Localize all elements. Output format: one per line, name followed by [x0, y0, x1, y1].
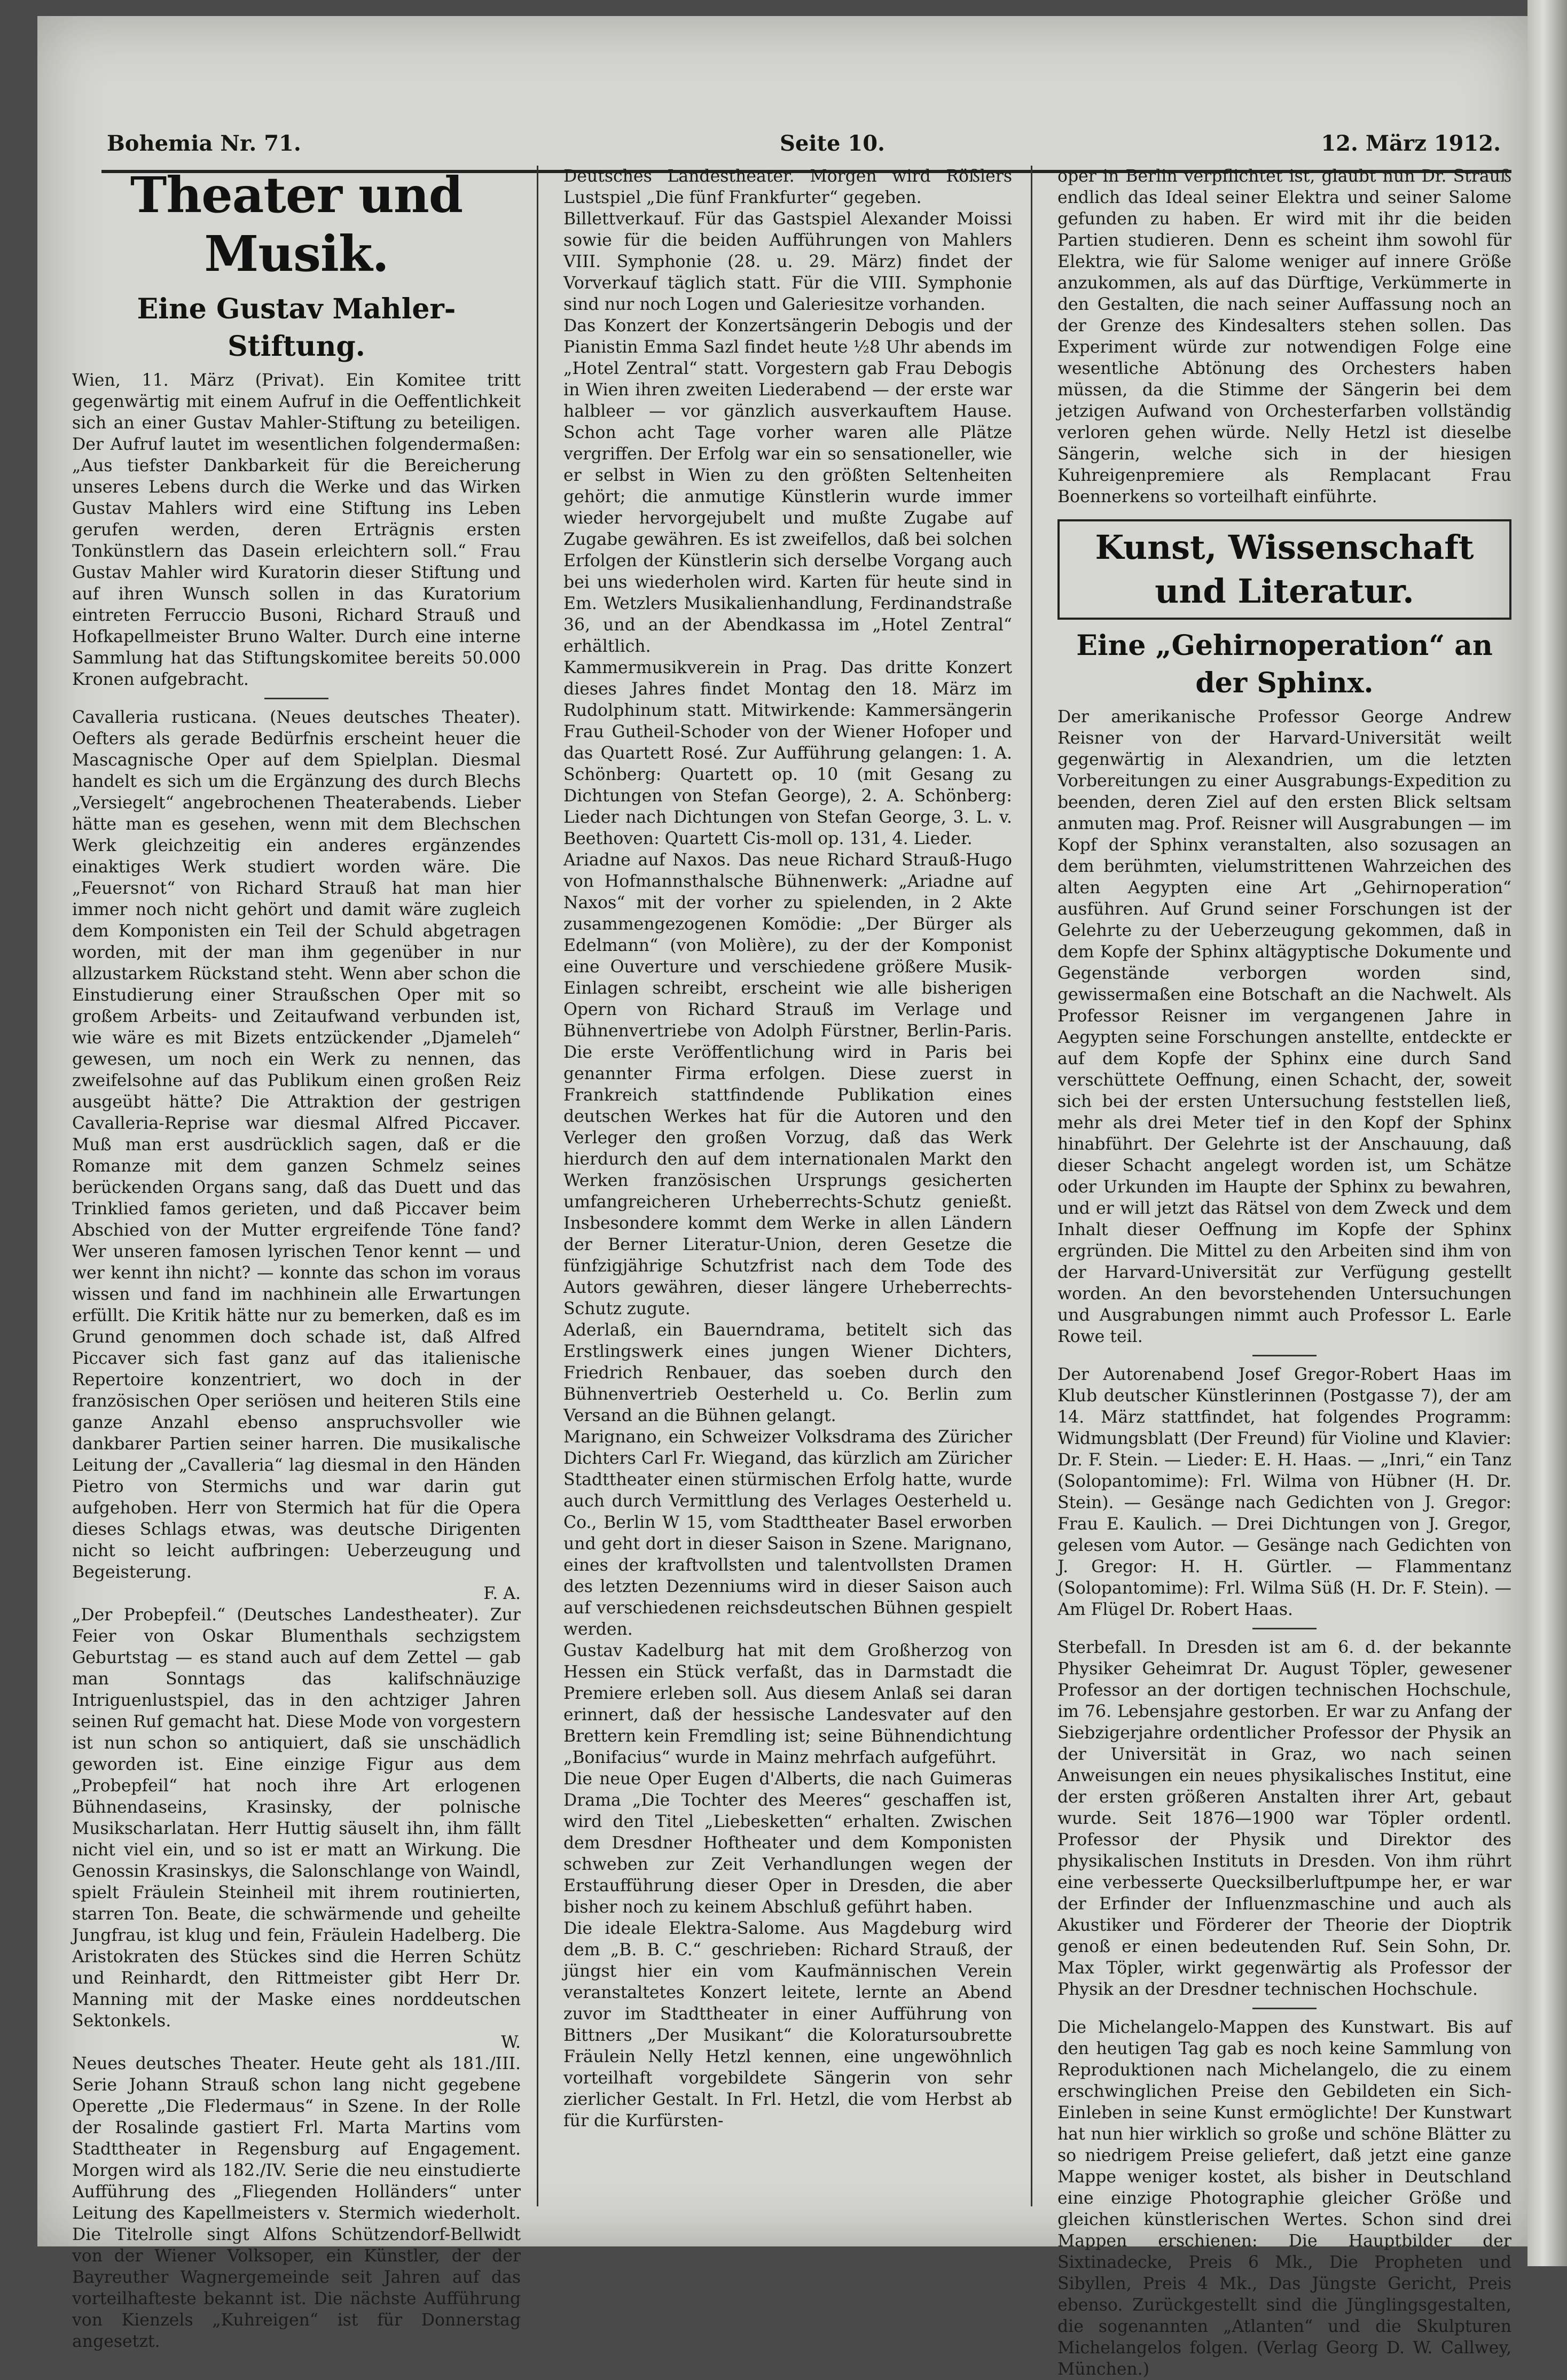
notice-marignano: Marignano, ein Schweizer Volksdrama des Züricher Dichters Carl Fr. Wiegand, das kürzlich am Züricher Stadttheater einen stürmischen Erfolg hatte, wurde auch durch Vermittlung des Verlages Oesterheld u. Co., Berlin W 15, vom Stadttheater Basel erworben und geht dort in dieser Saison in Szene. Marignano, eines der kraftvollsten und talentvollsten Dramen des letzten Dezenniums wird in dieser Saison auch auf verschiedenen reichsdeutschen Bühnen gespielt werden. — [563, 1427, 1012, 1639]
notice-kammermusikverein: Kammermusikverein in Prag. Das dritte Konzert dieses Jahres findet Montag den 18. März im Rudolphinum statt. Mitwirkende: Kammersängerin Frau Gutheil-Schoder von der Wiener Hofoper und das Quartett Rosé. Zur Aufführung gelangen: 1. A. Schönberg: Quartett op. 10 (mit Gesang zu Dichtungen von Stefan George), 2. A. Schönberg: Lieder nach Dichtungen von Stefan George, 3. L. v. Beethoven: Quartett Cis-moll op. 131, 4. Lieder. — [563, 658, 1012, 848]
article-title-sphinx: Eine „Gehirnoperation“ an der Sphinx. — [1076, 629, 1493, 699]
separator — [1252, 2008, 1317, 2009]
notice-kadelburg: Gustav Kadelburg hat mit dem Großherzog von Hessen ein Stück verfaßt, das in Darmstadt die Premiere erleben soll. Aus diesem Anlaß sei daran erinnert, daß der hessische Landesvater auf den Brettern kein Fremdling ist; seine Bühnendichtung „Bonifacius“ wurde in Mainz mehrfach aufgeführt. — [563, 1641, 1012, 1767]
section-title-theater: Theater und Musik. — [130, 166, 463, 283]
section-title-kunst: Kunst, Wissenschaft und Literatur. — [1057, 519, 1511, 620]
notice-konzert-debogis: Das Konzert der Konzertsängerin Debogis und der Pianistin Emma Sazl findet heute ½8 Uhr abends im „Hotel Zentral“ statt. Vorgestern gab Frau Debogis in Wien ihren zweiten Liederabend — der erste war halbleer — vor gänzlich ausverkauftem Hause. Schon acht Tage vorher waren alle Plätze vergriffen. Der Erfolg war ein so sensationeller, wie er selbst in Wien zu den größten Seltenheiten gehört; die anmutige Künstlerin wurde immer wieder hervorgejubelt und mußte Zugabe auf Zugabe gewähren. Es ist zweifellos, daß bei solchen Erfolgen der Künstlerin sich derselbe Vorgang auch bei uns wiederholen wird. Karten für heute sind in Em. Wetzlers Musikalienhandlung, Ferdinandstraße 36, und an der Abendkassa im „Hotel Zentral“ erhältlich. — [563, 316, 1012, 656]
notice-michelangelo: Die Michelangelo-Mappen des Kunstwart. Bis auf den heutigen Tag gab es noch keine Sammlung von Reproduktionen nach Michelangelo, die zu einem erschwinglichen Preise den Gebildeten ein Sich-Einleben in seine Kunst ermöglichte! Der Kunstwart hat nun hier wirklich so große und schöne Blätter zu so niedrigem Preise geliefert, daß jetzt eine ganze Mappe weniger kostet, als bisher in Deutschland eine einzige Photographie gleicher Größe und gleichen künstlerischen Wertes. Schon sind drei Mappen erschienen: Die Hauptbilder der Sixtinadecke, Preis 6 Mk., Die Propheten und Sibyllen, Preis 4 Mk., Das Jüngste Gericht, Preis ebenso. Zurückgestellt sind die Jünglingsgestalten, die sogenannten „Atlanten“ und die Skulpturen Michelangelos folgen. (Verlag Georg D. W. Callwey, München.) — [1057, 2018, 1511, 2379]
notice-dalbert: Die neue Oper Eugen d'Alberts, die nach Guimeras Drama „Die Tochter des Meeres“ geschaffen ist, wird den Titel „Liebesketten“ erhalten. Zwischen dem Dresdner Hoftheater und dem Komponisten schweben zur Zeit Verhandlungen wegen der Erstaufführung dieser Oper in Dresden, die aber bisher noch zu keinem Abschluß geführt haben. — [563, 1769, 1012, 1917]
notice-elektra-continued: oper in Berlin verpflichtet ist, glaubt nun Dr. Strauß endlich das Ideal seiner Elektra und seiner Salome gefunden zu haben. Er wird mit ihr die beiden Partien studieren. Denn es scheint ihm sowohl für Elektra, wie für Salome weniger auf innere Größe anzukommen, als auf das Dürftige, Verkümmerte in den Gestalten, die nach seiner Auffassung noch an der Grenze des Kindesalters stehen sollen. Das Experiment würde zur notwendigen Folge eine wesentliche Abtönung des Orchesters haben müssen, da die Stimme der Sängerin bei dem jetzigen Aufwand von Orchesterfarben vollständig verloren gehen würde. Nelly Hetzl ist dieselbe Sängerin, welche sich in der hiesigen Kuhreigenpremiere als Remplacant Frau Boennerkens so vorteilhaft einführte. — [1057, 167, 1511, 506]
notice-sterbefall: Sterbefall. In Dresden ist am 6. d. der bekannte Physiker Geheimrat Dr. August Töpler, gewesener Professor an der dortigen technischen Hochschule, im 76. Lebensjahre gestorben. Er war zu Anfang der Siebzigerjahre ordentlicher Professor der Physik an der Universität in Graz, wo nach seinen Anweisungen ein neues physikalisches Institut, eine der ersten größeren Anstalten ihrer Art, gebaut wurde. Seit 1876—1900 war Töpler ordentl. Professor der Physik und Direktor des physikalischen Instituts in Dresden. Von ihm rührt eine verbesserte Quecksilberluftpumpe her, er war der Erfinder der Influenzmaschine und auch als Akustiker und Förderer der Theorie der Dioptrik genoß er einen bedeutenden Ruf. Sein Sohn, Dr. Max Töpler, wirkt gegenwärtig als Professor der Physik an der Dresdner technischen Hochschule. — [1057, 1638, 1511, 1999]
column-rule-2 — [1031, 166, 1032, 2206]
notice-billettverkauf: Billettverkauf. Für das Gastspiel Alexander Moissi sowie für die beiden Aufführungen von Mahlers VIII. Symphonie (28. u. 29. März) findet der Vorverkauf täglich statt. Für die VIII. Symphonie sind nur noch Logen und Galeriesitze vorhanden. — [563, 209, 1012, 314]
article-cavalleria: Cavalleria rusticana. (Neues deutsches Theater). Oefters als gerade Bedürfnis erscheint heuer die Mascagnische Oper auf dem Spielplan. Diesmal handelt es sich um die Ergänzung des durch Blechs „Versiegelt“ angebrochenen Theaterabends. Lieber hätte man es gesehen, wenn mit dem Blechschen Werk gleichzeitig ein anderes ergänzendes einaktiges Werk studiert worden wäre. Die „Feuersnot“ von Richard Strauß hat man hier immer noch nicht gehört und damit wäre zugleich dem Komponisten ein Teil der Schuld abgetragen worden, mit der man ihm gegenüber in nur allzustarkem Rückstand steht. Wenn aber schon die Einstudierung einer Straußschen Oper mit so großem Arbeits- und Zeitaufwand verbunden ist, wie wäre es mit Bizets entzückender „Djameleh“ gewesen, um noch ein Werk zu nennen, das zweifelsohne auf das Publikum einen großen Reiz ausgeübt hätte? Die Attraktion der gestrigen Cavalleria-Reprise war diesmal Alfred Piccaver. Muß man erst ausdrücklich sagen, daß er die Romanze mit dem ganzen Schmelz seines berückenden Organs sang, daß das Duett und das Trinklied famos gerieten, und daß Piccaver beim Abschied von der Mutter ergreifende Töne fand? Wer unseren famosen lyrischen Tenor kennt — und wer kennt ihn nicht? — konnte das schon im voraus wissen und fand im nachhinein alle Erwartungen erfüllt. Die Kritik hätte nur zu bemerken, daß es im Grund genommen doch schade ist, daß Alfred Piccaver sich fast ganz auf das italienische Repertoire konzentriert, wo doch in der französischen Oper seriösen und heiteren Stils eine ganze Anzahl ebenso anspruchsvoller wie dankbarer Partien seiner harren. Die musikalische Leitung der „Cavalleria“ lag diesmal in den Händen Pietro von Stermichs und war darin gut aufgehoben. Herr von Stermich hat für die Opera dieses Schlags etwas, was deutsche Dirigenten nicht so leicht aufbringen: Ueberzeugung und Begeisterung. — [72, 708, 521, 1582]
article-title-mahler: Eine Gustav Mahler-Stiftung. — [137, 293, 456, 363]
column-2 — [563, 166, 1012, 2217]
article-sphinx: Der amerikanische Professor George Andrew Reisner von der Harvard-Universität weilt gegenwärtig in Alexandrien, um die letzten Vorbereitungen zu einer Ausgrabungs-Expedition zu beenden, deren Ziel auf den ersten Blick seltsam anmuten mag. Prof. Reisner will Ausgrabungen — im Kopf der Sphinx veranstalten, also sozusagen an dem berühmten, vielumstrittenen Wahrzeichen des alten Aegypten eine Art „Gehirnoperation“ ausführen. Auf Grund seiner Forschungen ist der Gelehrte zu der Ueberzeugung gekommen, daß in dem Kopfe der Sphinx altägyptische Dokumente und Gegenstände verborgen worden sind, gewissermaßen eine Botschaft an die Nachwelt. Als Professor Reisner im vergangenen Jahre in Aegypten seine Forschungen anstellte, entdeckte er auf dem Kopfe der Sphinx eine durch Sand verschüttete Oeffnung, einen Schacht, der, soweit sich bei der ersten Untersuchung feststellen ließ, mehr als drei Meter tief in den Kopf der Sphinx hinabführt. Der Gelehrte ist der Anschauung, daß dieser Schacht angelegt worden ist, um Schätze oder Urkunden im Haupte der Sphinx zu bewahren, und er will jetzt das Rätsel von dem Zweck und dem Inhalt dieser Oeffnung im Kopfe der Sphinx ergründen. Die Mittel zu den Arbeiten sind ihm von der Harvard-Universität zur Verfügung gestellt worden. An den bevorstehenden Untersuchungen und Ausgrabungen nimmt auch Professor L. Earle Rowe teil. — [1057, 707, 1511, 1346]
issue-number: Bohemia Nr. 71. — [107, 131, 301, 156]
notice-elektra-salome: Die ideale Elektra-Salome. Aus Magdeburg wird dem „B. B. C.“ geschrieben: Richard Strauß, der jüngst hier ein vom Kaufmännischen Verein veranstaltetes Konzert leitete, lernte an Abend zuvor im Stadttheater in einer Aufführung von Bittners „Der Musikant“ die Koloratursoubrette Fräulein Nelly Hetzl kennen, eine ungewöhnlich vorteilhaft vorgebildete Sängerin von sehr zierlicher Gestalt. In Frl. Hetzl, die vom Herbst ab für die Kurfürsten- — [563, 1919, 1012, 2131]
column-3 — [1057, 166, 1511, 2379]
article-neues-theater: Neues deutsches Theater. Heute geht als 181./III. Serie Johann Strauß schon lang nicht gegebene Operette „Die Fledermaus“ in Szene. In der Rolle der Rosalinde gastiert Frl. Marta Martins vom Stadttheater in Regensburg auf Engagement. Morgen wird als 182./IV. Serie die neu einstudierte Aufführung des „Fliegenden Holländers“ unter Leitung des Kapellmeisters v. Stermich wiederholt. Die Titelrolle singt Alfons Schützendorf-Bellwidt von der Wiener Volksoper, ein Künstler, der der Bayreuther Wagnergemeinde seit Jahren auf das vorteilhafteste bekannt ist. Die nächste Aufführung von Kienzels „Kuhreigen“ ist für Donnerstag angesetzt. — [72, 2054, 521, 2351]
column-rule-1 — [537, 166, 538, 2206]
page-edge — [1527, 0, 1567, 2266]
article-probepfeil: „Der Probepfeil.“ (Deutsches Landestheater). Zur Feier von Oskar Blumenthals sechzigstem Geburtstag — es stand auch auf dem Zettel — gab man Sonntags das kalifschnäuzige Intriguenlustspiel, das in den achtziger Jahren seinen Ruf gemacht hat. Diese Mode von vorgestern ist nun schon so antiquiert, daß sie unschädlich geworden ist. Eine einzige Figur aus dem „Probepfeil“ hat noch ihre Art erlogenen Bühnendaseins, Krasinsky, der polnische Musikscharlatan. Herr Huttig säuselt ihn, ihm fällt nicht viel ein, und so ist er matt an Wirkung. Die Genossin Krasinskys, die Salonschlange von Waindl, spielt Fräulein Steinheil mit ihrem routinierten, starren Ton. Beate, die schwärmende und geheilte Jungfrau, ist klug und fein, Fräulein Hadelberg. Die Aristokraten des Stückes sind die Herren Schütz und Reinhardt, den Rittmeister gibt Herr Dr. Manning mit der Maske eines norddeutschen Sektonkels. — [72, 1605, 521, 2031]
notice-ariadne: Ariadne auf Naxos. Das neue Richard Strauß-Hugo von Hofmannsthalsche Bühnenwerk: „Ariadne auf Naxos“ mit der vorher zu spielenden, in 2 Akte zusammengezogenen Komödie: „Der Bürger als Edelmann“ (von Molière), zu der der Komponist eine Ouverture und verschiedene größere Musik-Einlagen schreibt, erscheint wie alle bisherigen Opern von Richard Strauß im Verlage und Bühnenvertriebe von Adolph Fürstner, Berlin-Paris. Die erste Veröffentlichung wird in Paris bei genannter Firma erfolgen. Diese zuerst in Frankreich stattfindende Publikation eines deutschen Werkes hat für die Autoren und den Verleger den großen Vorzug, daß das Werk hierdurch den auf dem internationalen Markt den Werken französischen Ursprungs gesicherten umfangreicheren Urheberrechts-Schutz genießt. Insbesondere kommt dem Werke in allen Ländern der Berner Literatur-Union, deren Gesetze die fünfzigjährige Schutzfrist nach dem Tode des Autors gewähren, dieser längere Urheberrechts-Schutz zugute. — [563, 850, 1012, 1318]
issue-date: 12. März 1912. — [1321, 131, 1501, 156]
separator — [1252, 1355, 1317, 1356]
notice-aderlass: Aderlaß, ein Bauerndrama, betitelt sich das Erstlingswerk eines jungen Wiener Dichters, Friedrich Renbauer, das soeben durch den Bühnenvertrieb Oesterheld u. Co. Berlin zum Versand an die Bühnen gelangt. — [563, 1321, 1012, 1425]
article-mahler: Wien, 11. März (Privat). Ein Komitee tritt gegenwärtig mit einem Aufruf in die Oeffentlichkeit sich an einer Gustav Mahler-Stiftung zu beteiligen. Der Aufruf lautet im wesentlichen folgendermaßen: „Aus tiefster Dankbarkeit für die Bereicherung unseres Lebens durch die Werke und das Wirken Gustav Mahlers wird eine Stiftung ins Leben gerufen werden, deren Erträgnis ersten Tonkünstlern das Dasein erleichtern soll.“ Frau Gustav Mahler wird Kuratorin dieser Stiftung und auf ihren Wunsch sollen in das Kuratorium eintreten Ferruccio Busoni, Richard Strauß und Hofkapellmeister Bruno Walter. Durch eine interne Sammlung hat das Stiftungskomitee bereits 50.000 Kronen aufgebracht. — [72, 371, 521, 689]
notice-autorenabend: Der Autorenabend Josef Gregor-Robert Haas im Klub deutscher Künstlerinnen (Postgasse 7), der am 14. März stattfindet, hat folgendes Programm: Widmungsblatt (Der Freund) für Violine und Klavier: Dr. F. Stein. — Lieder: E. H. Haas. — „Inri,“ ein Tanz (Solopantomime): Frl. Wilma von Hübner (H. Dr. Stein). — Gesänge nach Gedichten von J. Gregor: Frau E. Kaulich. — Drei Dichtungen von J. Gregor, gelesen vom Autor. — Gesänge nach Gedichten von J. Gregor: H. H. Gürtler. — Flammentanz (Solopantomime): Frl. Wilma Süß (H. Dr. F. Stein). — Am Flügel Dr. Robert Haas. — [1057, 1365, 1511, 1619]
signature-w: W. — [501, 2033, 521, 2052]
separator — [264, 698, 328, 699]
page-number: Seite 10. — [780, 131, 885, 156]
separator — [1252, 1628, 1317, 1629]
column-1 — [72, 166, 521, 2351]
signature-fa: F. A. — [483, 1584, 521, 1603]
notice-landestheater: Deutsches Landestheater. Morgen wird Rößlers Lustspiel „Die fünf Frankfurter“ gegeben. — [563, 167, 1012, 207]
page-header — [107, 131, 1501, 168]
